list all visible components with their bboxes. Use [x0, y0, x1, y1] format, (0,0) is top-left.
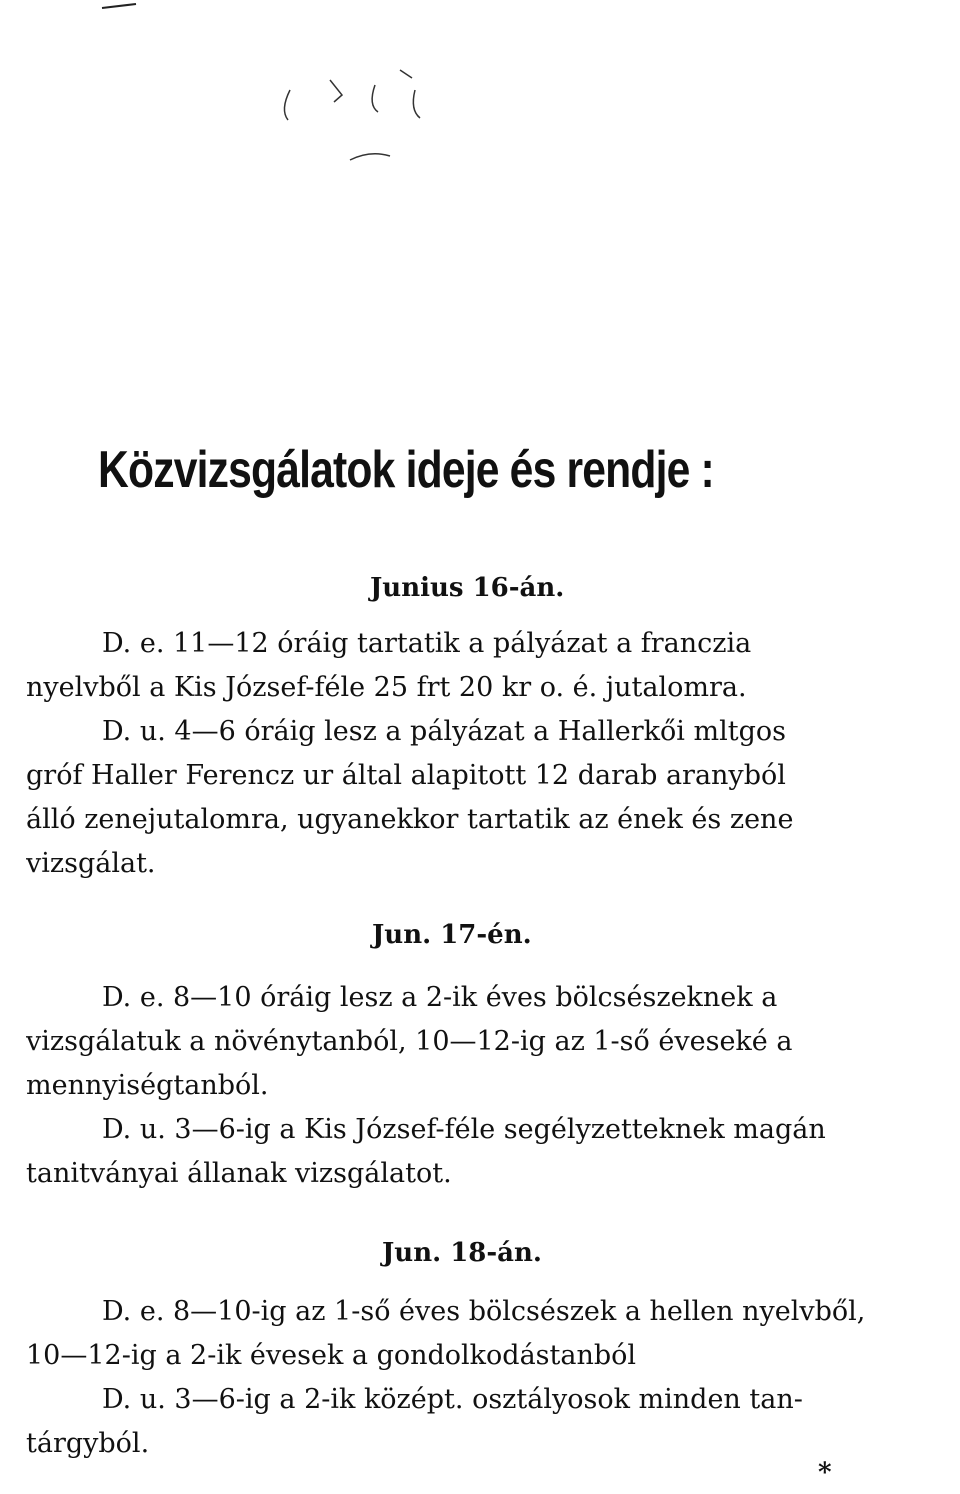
- text-line: nyelvből a Kis József-féle 25 frt 20 kr o. é. jutalomra.: [26, 672, 747, 703]
- text-line: tárgyból.: [26, 1428, 150, 1459]
- text-line: mennyiségtanból.: [26, 1070, 269, 1101]
- ink-mark: [100, 0, 140, 12]
- text-line: 10—12-ig a 2-ik évesek a gondolkodástanból: [26, 1340, 637, 1371]
- text-line: D. u. 3—6-ig a Kis József-féle segélyzetteknek magán: [102, 1114, 826, 1145]
- text-line: álló zenejutalomra, ugyanekkor tartatik az ének és zene: [26, 804, 794, 835]
- handwritten-scribble: [250, 50, 450, 190]
- section-heading: Junius 16-án.: [370, 573, 565, 603]
- paragraph: [26, 622, 956, 710]
- text-line: D. u. 4—6 óráig lesz a pályázat a Hallerkői mltgos: [102, 716, 786, 747]
- text-line: D. e. 8—10 óráig lesz a 2-ik éves bölcsészeknek a: [102, 982, 778, 1013]
- text-line: D. e. 8—10-ig az 1-ső éves bölcsészek a hellen nyelvből,: [102, 1296, 866, 1327]
- paragraph: [26, 710, 956, 886]
- text-line: D. u. 3—6-ig a 2-ik középt. osztályosok minden tan-: [102, 1384, 803, 1415]
- text-line: D. e. 11—12 óráig tartatik a pályázat a franczia: [102, 628, 752, 659]
- text-line: vizsgálatuk a növénytanból, 10—12-ig az 1-ső éveseké a: [26, 1026, 793, 1057]
- footer-asterisk: *: [818, 1458, 832, 1488]
- text-line: tanitványai állanak vizsgálatot.: [26, 1158, 452, 1189]
- paragraph: [26, 1108, 956, 1196]
- text-line: vizsgálat.: [26, 848, 156, 879]
- paragraph: [26, 1290, 956, 1378]
- section-heading: Jun. 18-án.: [382, 1238, 542, 1268]
- text-line: gróf Haller Ferencz ur által alapitott 12 darab aranyból: [26, 760, 786, 791]
- paragraph: [26, 1378, 956, 1466]
- section-heading: Jun. 17-én.: [372, 920, 532, 950]
- page-title: Közvizsgálatok ideje és rendje :: [98, 441, 714, 499]
- paragraph: [26, 976, 956, 1108]
